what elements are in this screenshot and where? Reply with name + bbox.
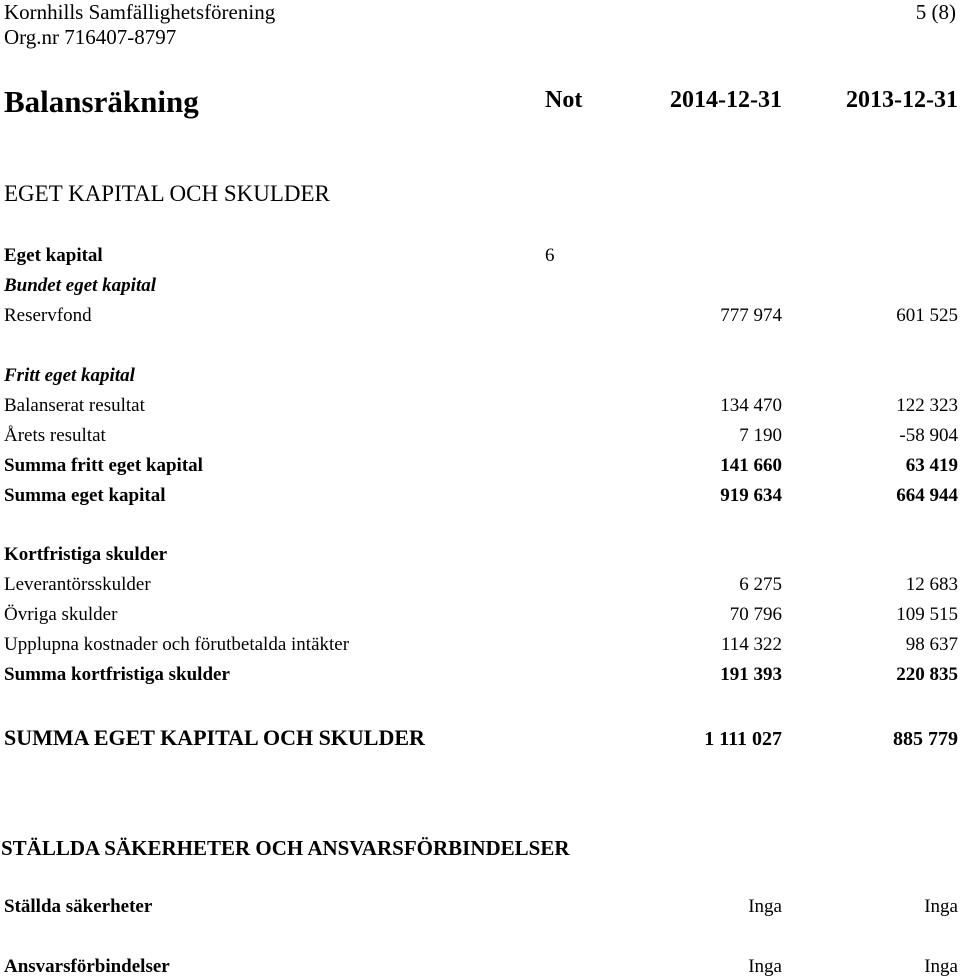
leverantorsskulder-2013: 12 683 xyxy=(905,574,958,595)
ansvarsforbindelser-2013: Inga xyxy=(924,956,958,977)
summa-kortfristiga-2013: 220 835 xyxy=(896,664,958,685)
ansvarsforbindelser-label: Ansvarsförbindelser xyxy=(4,956,170,977)
reservfond-label: Reservfond xyxy=(4,305,92,326)
summa-total-2013: 885 779 xyxy=(893,728,958,750)
page-number: 5 (8) xyxy=(915,0,956,24)
bundet-eget-kapital-label: Bundet eget kapital xyxy=(4,275,156,296)
balanserat-resultat-2014: 134 470 xyxy=(720,395,782,416)
arets-resultat-2014: 7 190 xyxy=(739,425,782,446)
org-number: Org.nr 716407-8797 xyxy=(4,25,177,49)
page-title: Balansräkning xyxy=(4,84,199,119)
kortfristiga-skulder-heading: Kortfristiga skulder xyxy=(4,544,168,565)
summa-fritt-label: Summa fritt eget kapital xyxy=(4,455,203,476)
reservfond-2014: 777 974 xyxy=(720,305,782,326)
eget-kapital-note: 6 xyxy=(545,245,555,266)
balanserat-resultat-2013: 122 323 xyxy=(896,395,958,416)
leverantorsskulder-2014: 6 275 xyxy=(739,574,782,595)
ovriga-skulder-label: Övriga skulder xyxy=(4,604,118,625)
not-column-header: Not xyxy=(545,87,583,113)
ovriga-skulder-2013: 109 515 xyxy=(896,604,958,625)
eget-kapital-label: Eget kapital xyxy=(4,245,103,266)
summa-eget-2014: 919 634 xyxy=(720,485,782,506)
ovriga-skulder-2014: 70 796 xyxy=(729,604,782,625)
summa-kortfristiga-2014: 191 393 xyxy=(720,664,782,685)
arets-resultat-label: Årets resultat xyxy=(4,425,106,446)
column-header-2014: 2014-12-31 xyxy=(670,87,782,113)
summa-total-label: SUMMA EGET KAPITAL OCH SKULDER xyxy=(4,725,425,750)
column-header-2013: 2013-12-31 xyxy=(846,87,958,113)
summa-eget-2013: 664 944 xyxy=(896,485,958,506)
upplupna-2014: 114 322 xyxy=(720,634,782,655)
summa-kortfristiga-label: Summa kortfristiga skulder xyxy=(4,664,230,685)
balanserat-resultat-label: Balanserat resultat xyxy=(4,395,145,416)
summa-fritt-2013: 63 419 xyxy=(905,455,958,476)
org-name: Kornhills Samfällighetsförening xyxy=(4,0,276,24)
section-heading-pledges: STÄLLDA SÄKERHETER OCH ANSVARSFÖRBINDELSER xyxy=(1,836,570,860)
leverantorsskulder-label: Leverantörsskulder xyxy=(4,574,151,595)
reservfond-2013: 601 525 xyxy=(896,305,958,326)
summa-total-2014: 1 111 027 xyxy=(704,728,782,750)
stallda-sakerheter-2014: Inga xyxy=(748,896,782,917)
fritt-eget-kapital-label: Fritt eget kapital xyxy=(4,365,135,386)
ansvarsforbindelser-2014: Inga xyxy=(748,956,782,977)
stallda-sakerheter-label: Ställda säkerheter xyxy=(4,896,153,917)
summa-fritt-2014: 141 660 xyxy=(720,455,782,476)
summa-eget-label: Summa eget kapital xyxy=(4,485,166,506)
arets-resultat-2013: -58 904 xyxy=(899,425,958,446)
upplupna-label: Upplupna kostnader och förutbetalda intäkter xyxy=(4,634,350,655)
stallda-sakerheter-2013: Inga xyxy=(924,896,958,917)
section-heading-equity-liabilities: EGET KAPITAL OCH SKULDER xyxy=(4,181,330,206)
upplupna-2013: 98 637 xyxy=(905,634,958,655)
